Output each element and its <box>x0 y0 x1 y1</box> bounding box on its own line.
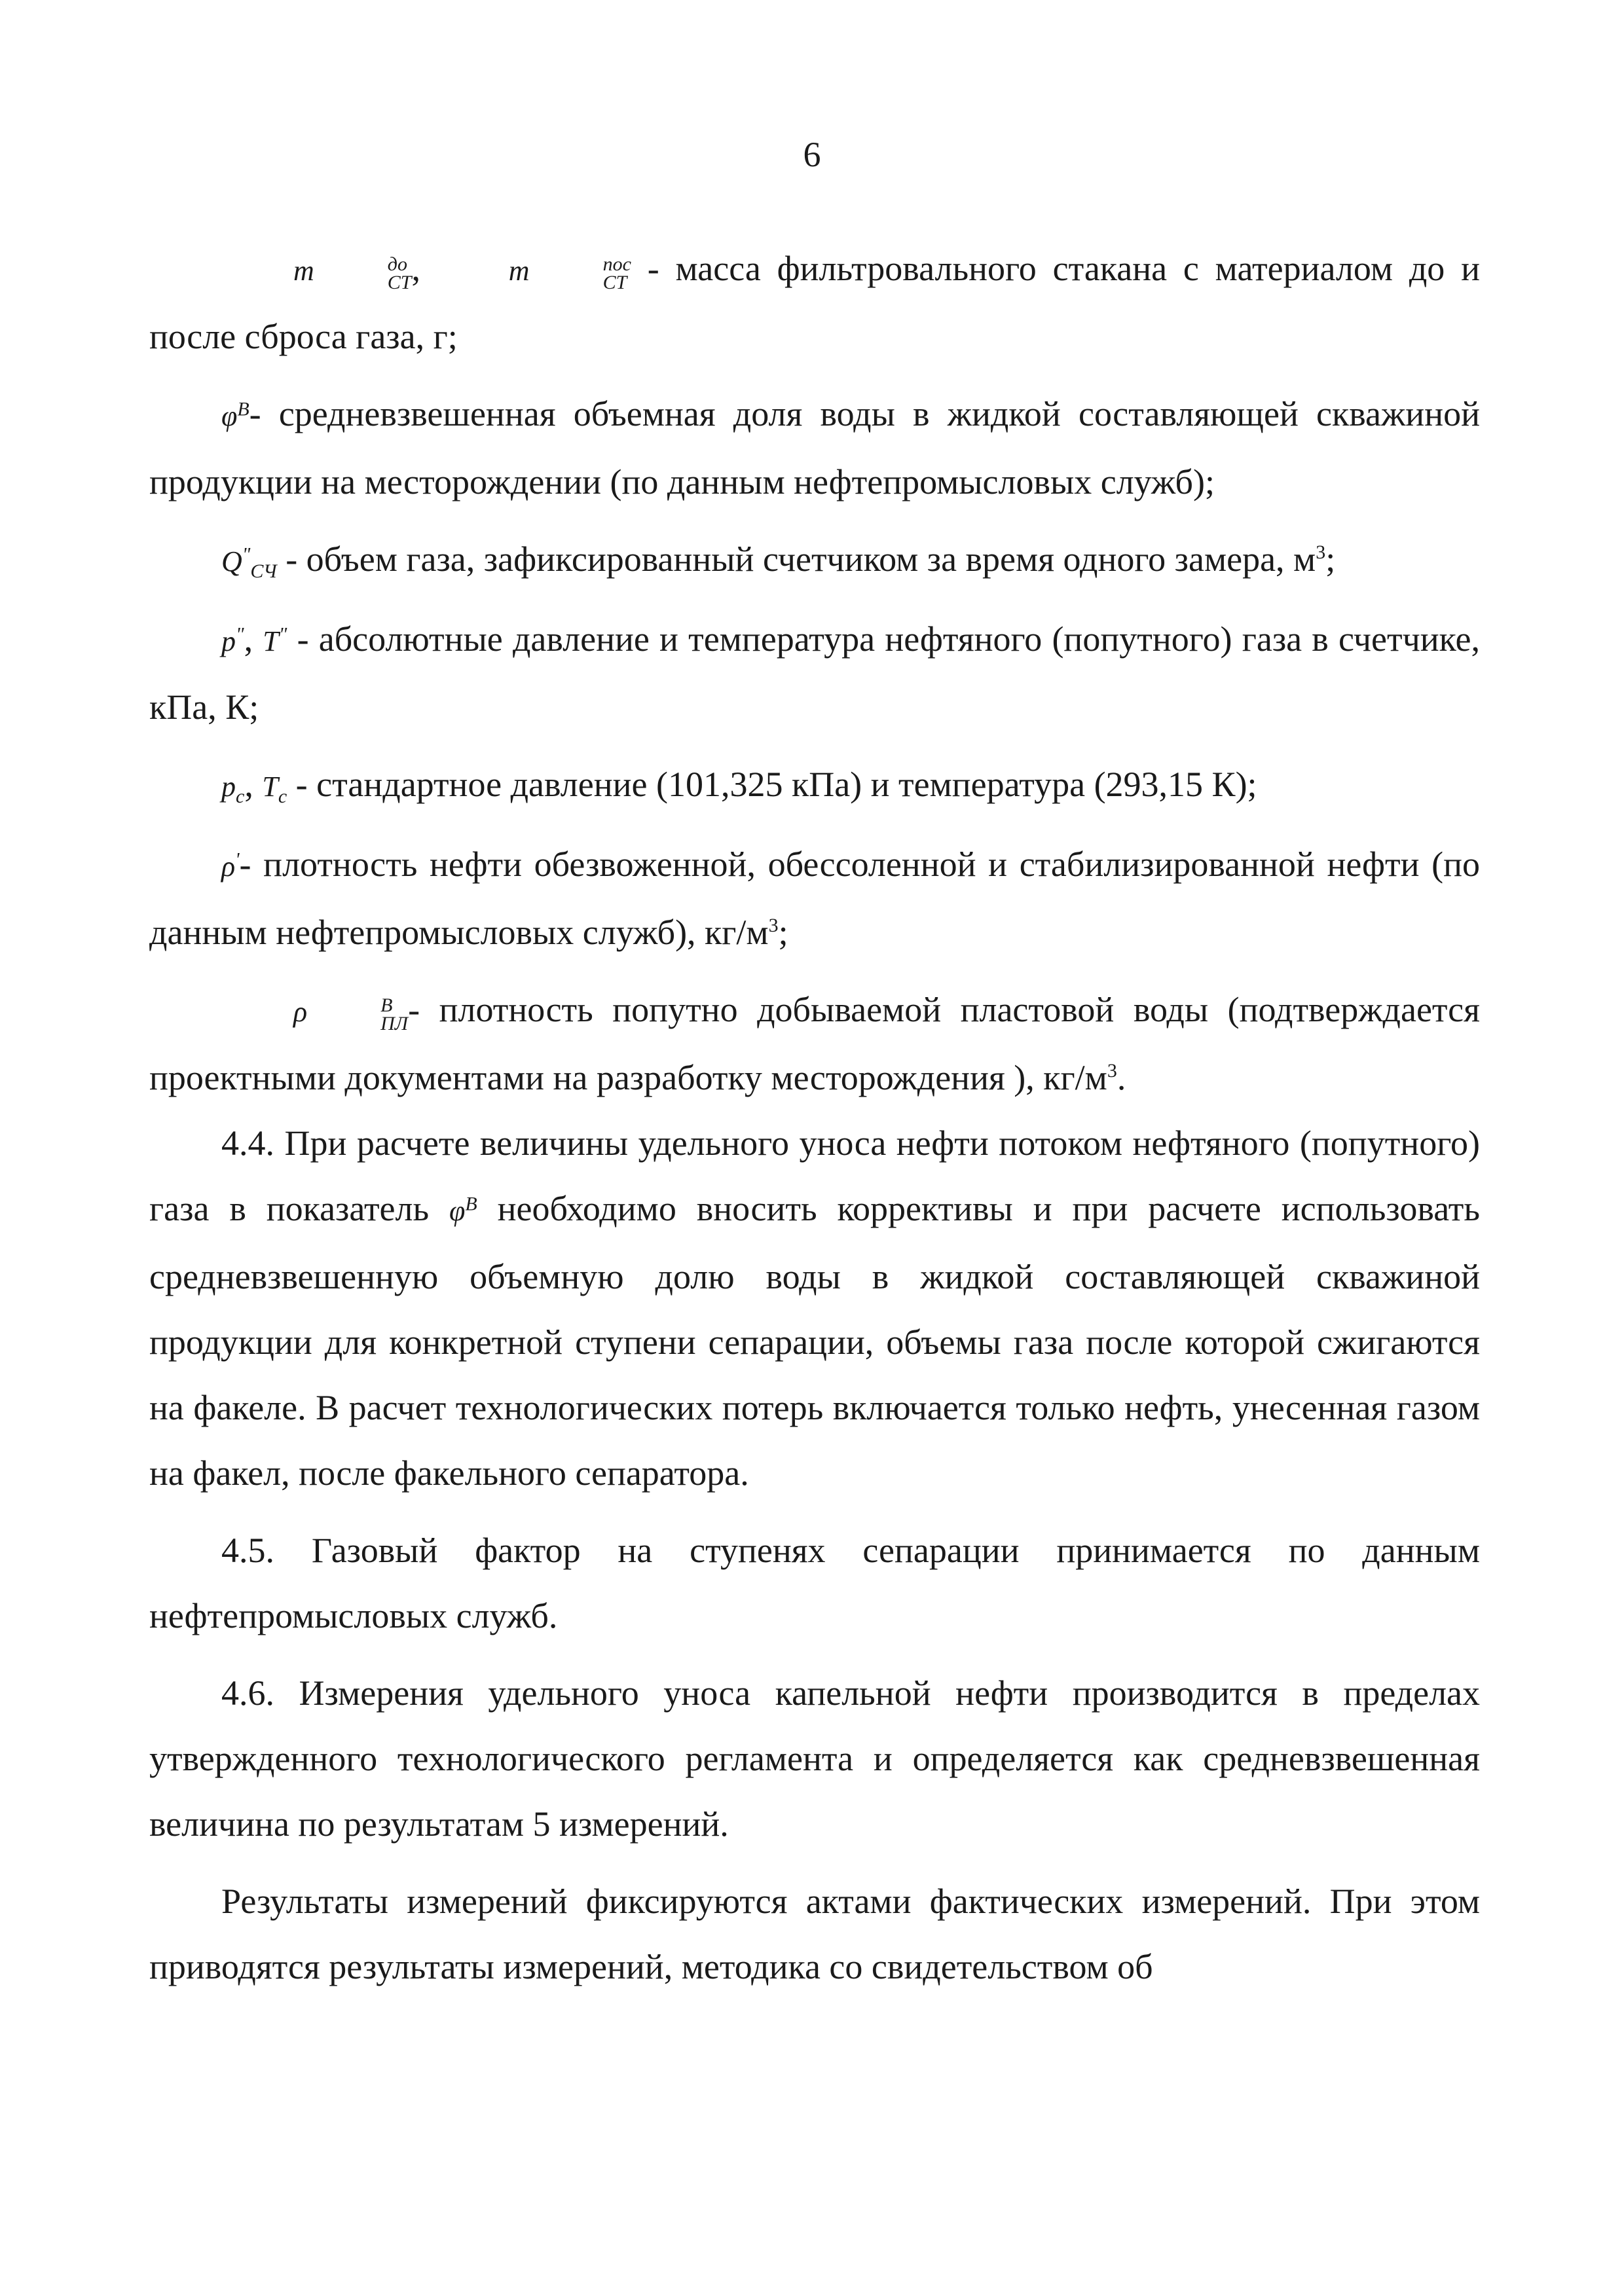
paragraph-4-4: 4.4. При расчете величины удельного уноса нефти потоком нефтяного (попутного) газа в показатель $\varphi^В$ необходимо вносить коррективы и при расчете использовать средневзвешенную объемную долю воды в жидкой составляющей скважиной продукции для конкретной ступени сепарации, объемы газа после которой сжигаются на факеле. В расчет технологических потерь включается только нефть, унесенная газом на факел, после факельного сепаратора. <box>149 1123 1480 1493</box>
paragraph-4-6: 4.6. Измерения удельного уноса капельной нефти производится в пределах утвержденного технологического регламента и определяется как средневзвешенная величина по результатам 5 измерений. <box>149 1673 1480 1844</box>
definition-oil-density: ρ'- плотность нефти обезвоженной, обессоленной и стабилизированной нефти (по данным нефтепромысловых служб), $кг/м^3$; <box>149 845 1480 952</box>
symbol-m-after: m пос СТ <box>508 253 631 293</box>
definition-text: - абсолютные давление и температура нефтяного (попутного) газа в счетчике, кПа, К; <box>149 619 1481 727</box>
definition-text: - плотность нефти обезвоженной, обессоленной и стабилизированной нефти (по данным нефтепромысловых служб), кг/м <box>149 845 1480 952</box>
definition-water-fraction <box>149 381 1480 515</box>
symbol-phi: $\varphi^В$ <box>221 398 249 432</box>
definition-text: - средневзвешенная объемная доля воды в жидкой составляющей скважиной продукции на месторождении (по данным нефтепромысловых служб); <box>149 394 1480 501</box>
symbol-q: $Q^"_{СЧ}$ <box>221 543 277 582</box>
symbol-m-before: m до СТ <box>293 253 412 293</box>
page-number: 6 <box>803 135 821 174</box>
symbol-p-t: p" <box>221 623 244 657</box>
definition-text: - стандартное давление (101,325 кПа) и температура (293,15 К); <box>287 765 1257 804</box>
document-body <box>149 236 1480 1999</box>
definition-pressure-temperature: p", T" - абсолютные давление и температура нефтяного (попутного) газа в счетчике, кПа, К; <box>149 619 1481 727</box>
paragraph-4-5: 4.5. Газовый фактор на ступенях сепарации принимается по данным нефтепромысловых служб. <box>149 1531 1480 1635</box>
symbol-phi-inline: $\varphi^В$ <box>449 1193 477 1227</box>
definition-text: - плотность попутно добываемой пластовой воды (подтверждается проектными документами на разработку месторождения ), кг/м <box>149 990 1480 1097</box>
definition-text: - объем газа, зафиксированный счетчиком за время одного замера, м <box>276 539 1316 579</box>
symbol-rho-water: ρ В ПЛ <box>293 994 409 1034</box>
paragraph-results: Результаты измерений фиксируются актами фактических измерений. При этом приводятся результаты измерений, методика со свидетельством об <box>149 1882 1480 1986</box>
definition-water-density: ρ В ПЛ - плотность попутно добываемой пластовой воды (подтверждается проектными документами на разработку месторождения ), $кг/м^3$. <box>149 977 1480 1110</box>
symbol-rho: ρ' <box>221 848 240 883</box>
definition-mass-glass: m до СТ , m пос СТ - масса фильтровального стакана с материалом до и после сброса газа, г; <box>149 236 1480 369</box>
definition-gas-volume: $Q^"_{СЧ}$ - объем газа, зафиксированный счетчиком за время одного замера, $м^3$; <box>221 539 1336 582</box>
symbol-pc-tc: $p_с$ <box>221 771 245 807</box>
definition-standard-conditions: $p_с$, $T_с$ - стандартное давление (101,325 кПа) и температура (293,15 К); <box>221 765 1257 807</box>
definition-text: - масса фильтровального стакана с материалом до и после сброса газа, г; <box>149 249 1481 356</box>
